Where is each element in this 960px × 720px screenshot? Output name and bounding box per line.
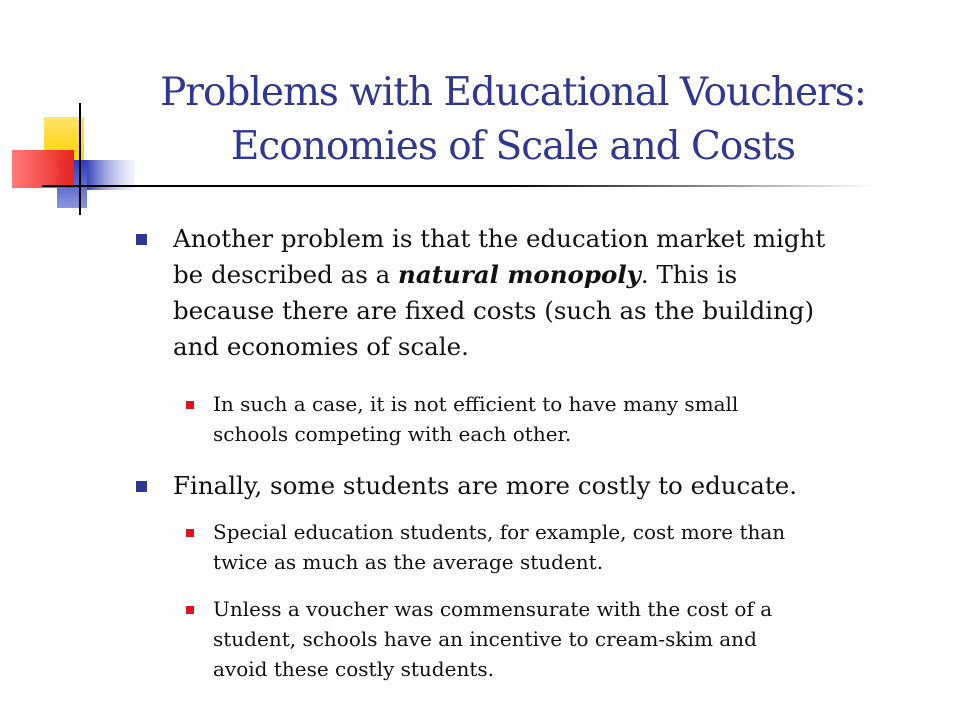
square-sub-bullet-icon xyxy=(186,401,194,409)
bullet-costly-students xyxy=(136,468,866,504)
sub-bullet-text-line: In such a case, it is not efficient to have many small xyxy=(213,392,739,416)
title-line-2: Economies of Scale and Costs xyxy=(230,124,796,169)
sub-bullet-text-line: Special education students, for example, cost more than xyxy=(213,520,786,544)
bullet-text-line: Another problem is that the education market might xyxy=(173,224,826,253)
bullet-text-line: Finally, some students are more costly to educate. xyxy=(173,471,798,500)
sub-bullet-special-education xyxy=(186,517,876,577)
bullet-text-segment: . This is xyxy=(640,260,738,289)
sub-bullet-not-efficient xyxy=(186,389,876,449)
square-bullet-icon xyxy=(136,481,147,492)
bullet-text-line: and economies of scale. xyxy=(173,332,469,361)
bullet-text-line: because there are fixed costs (such as the building) xyxy=(173,296,815,325)
bullet-text-segment: be described as a xyxy=(173,260,399,289)
sub-bullet-text-line: student, schools have an incentive to cream-skim and xyxy=(213,627,757,651)
sub-bullet-text-line: avoid these costly students. xyxy=(213,657,494,681)
bullet-natural-monopoly xyxy=(136,221,866,365)
sub-bullet-cream-skim xyxy=(186,594,876,684)
sub-bullet-text-line: twice as much as the average student. xyxy=(213,550,604,574)
title-line-1: Problems with Educational Vouchers: xyxy=(160,70,866,115)
square-sub-bullet-icon xyxy=(186,606,194,614)
sub-bullet-text-line: schools competing with each other. xyxy=(213,422,572,446)
square-sub-bullet-icon xyxy=(186,529,194,537)
emphasized-term: natural monopoly xyxy=(398,260,641,289)
sub-bullet-text-line: Unless a voucher was commensurate with the cost of a xyxy=(213,597,773,621)
square-bullet-icon xyxy=(136,234,147,245)
